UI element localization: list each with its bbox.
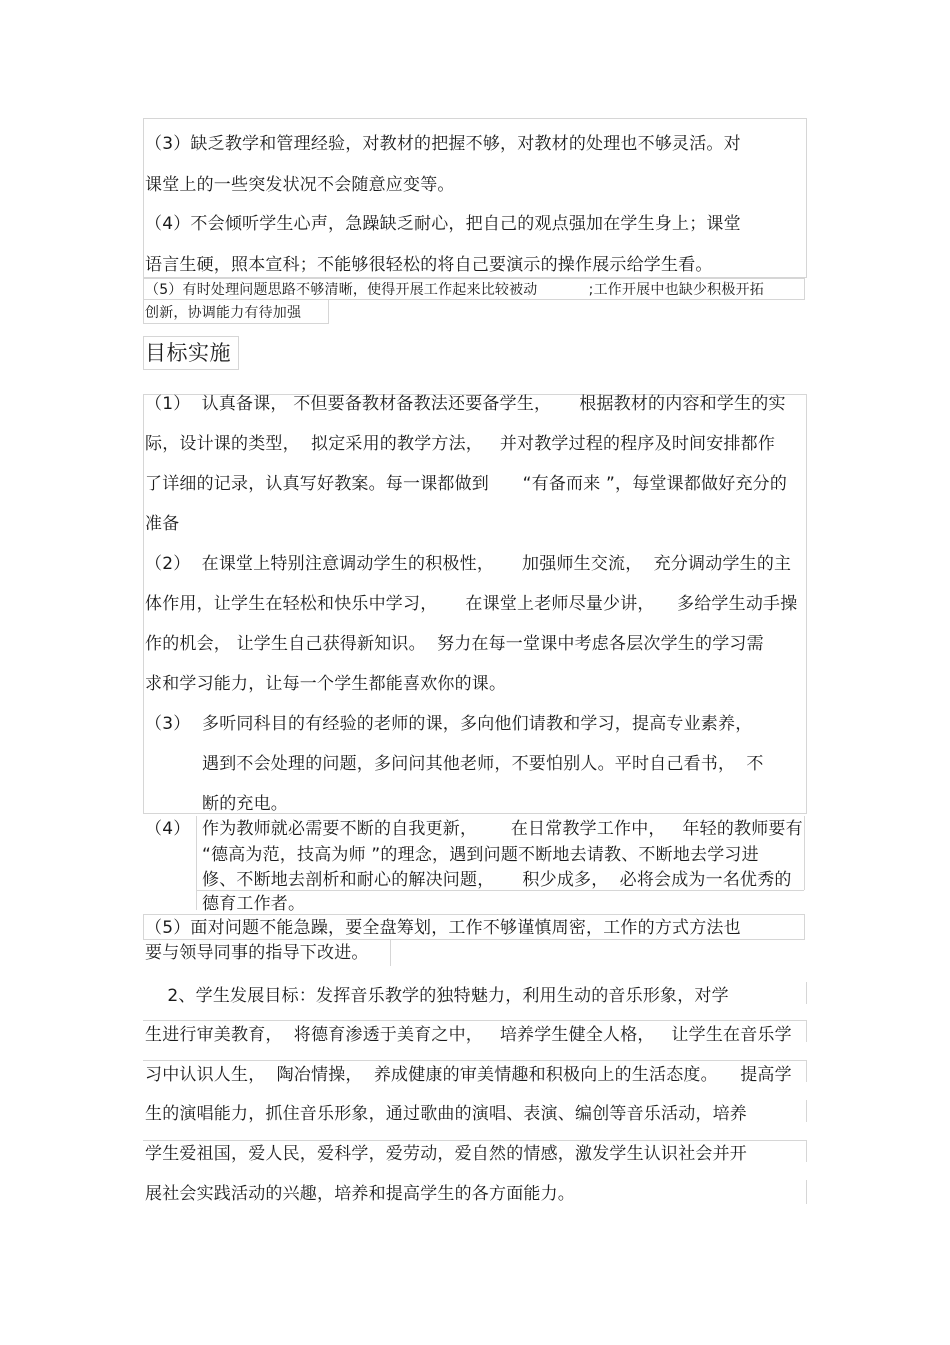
measure-1-line-2: 际，设计课的类型， 拟定采用的教学方法， 并对教学过程的程序及时间安排都作 <box>145 434 776 454</box>
measure-2-line-2: 体作用，让学生在轻松和快乐中学习， 在课堂上老师尽量少讲， 多给学生动手操 <box>145 594 798 614</box>
measure-5-line-2: 要与领导同事的指导下改进。 <box>145 943 369 963</box>
goals-line-4: 生的演唱能力，抓住音乐形象，通过歌曲的演唱、表演、编创等音乐活动，培养 <box>145 1104 747 1124</box>
goals-line-2: 生进行审美教育， 将德育渗透于美育之中， 培养学生健全人格， 让学生在音乐学 <box>145 1025 792 1045</box>
measure-5-line-1: （5）面对问题不能急躁，要全盘筹划，工作不够谨慎周密，工作的方式方法也 <box>145 918 741 938</box>
goals-border-5 <box>806 1140 807 1162</box>
goals-border-2 <box>806 1020 807 1042</box>
goals-line-6: 展社会实践活动的兴趣，培养和提高学生的各方面能力。 <box>145 1184 575 1204</box>
measure-3-line-3: 断的充电。 <box>202 794 288 814</box>
measure-2-line-3: 作的机会， 让学生自己获得新知识。 努力在每一堂课中考虑各层次学生的学习需 <box>145 634 764 654</box>
goals-border-top-5 <box>143 1140 806 1141</box>
measure-1-line-1: （1） 认真备课， 不但要备教材备教法还要备学生， 根据教材的内容和学生的实 <box>145 394 786 414</box>
goals-border-top-2 <box>143 1020 806 1021</box>
measure-2-line-1: （2） 在课堂上特别注意调动学生的积极性， 加强师生交流， 充分调动学生的主 <box>145 554 792 574</box>
measure-4-divider <box>196 816 197 910</box>
measure-4-number: （4） <box>145 819 191 839</box>
section-heading: 目标实施 <box>145 341 231 365</box>
measure-4-line-2: “德高为范，技高为师 ”的理念，遇到问题不断地去请教、不断地去学习进 <box>202 845 759 865</box>
problem-3-line-2: 课堂上的一些突发状况不会随意应变等。 <box>145 175 455 195</box>
problem-4-line-1: （4）不会倾听学生心声，急躁缺乏耐心，把自己的观点强加在学生身上；课堂 <box>145 214 741 234</box>
goals-line-3: 习中认识人生， 陶冶情操， 养成健康的审美情趣和积极向上的生活态度。 提高学 <box>145 1065 792 1085</box>
measure-4-line-3: 修、不断地去剖析和耐心的解决问题， 积少成多， 必将会成为一名优秀的 <box>202 870 792 890</box>
problem-3-line-1: （3）缺乏教学和管理经验，对教材的把握不够，对教材的处理也不够灵活。对 <box>145 134 741 154</box>
measure-4-line-4: 德育工作者。 <box>202 894 306 914</box>
measure-1-line-4: 准备 <box>145 514 180 534</box>
problem-5-line-1: （5）有时处理问题思路不够清晰，使得开展工作起来比较被动 ;工作开展中也缺少积极开拓 <box>145 282 764 298</box>
measure-2-line-4: 求和学习能力，让每一个学生都能喜欢你的课。 <box>145 674 507 694</box>
goals-border-4 <box>806 1100 807 1122</box>
measure-4-line-1: 作为教师就必需要不断的自我更新， 在日常教学工作中， 年轻的教师要有 <box>202 819 803 839</box>
goals-border-1 <box>806 982 807 1004</box>
measure-4-right-border <box>804 816 805 890</box>
measure-3-number: （3） <box>145 714 191 734</box>
goals-border-6 <box>806 1180 807 1204</box>
goals-line-5: 学生爱祖国，爱人民，爱科学，爱劳动，爱自然的情感，激发学生认识社会并开 <box>145 1144 747 1164</box>
measure-5-divider <box>390 940 391 966</box>
measure-3-line-1: 多听同科目的有经验的老师的课，多向他们请教和学习，提高专业素养， <box>202 714 753 734</box>
measure-1-line-3: 了详细的记录，认真写好教案。每一课都做到 “有备而来 ”，每堂课都做好充分的 <box>145 474 788 494</box>
goals-border-3 <box>806 1060 807 1082</box>
problem-5-line-2: 创新，协调能力有待加强 <box>145 305 302 321</box>
measure-3-line-2: 遇到不会处理的问题，多问问其他老师，不要怕别人。平时自己看书， 不 <box>202 754 764 774</box>
goals-line-1: 2、学生发展目标：发挥音乐教学的独特魅力，利用生动的音乐形象，对学 <box>145 986 729 1006</box>
problem-4-line-2: 语言生硬，照本宣科；不能够很轻松的将自己要演示的操作展示给学生看。 <box>145 255 713 275</box>
goals-border-top-3 <box>143 1060 806 1061</box>
